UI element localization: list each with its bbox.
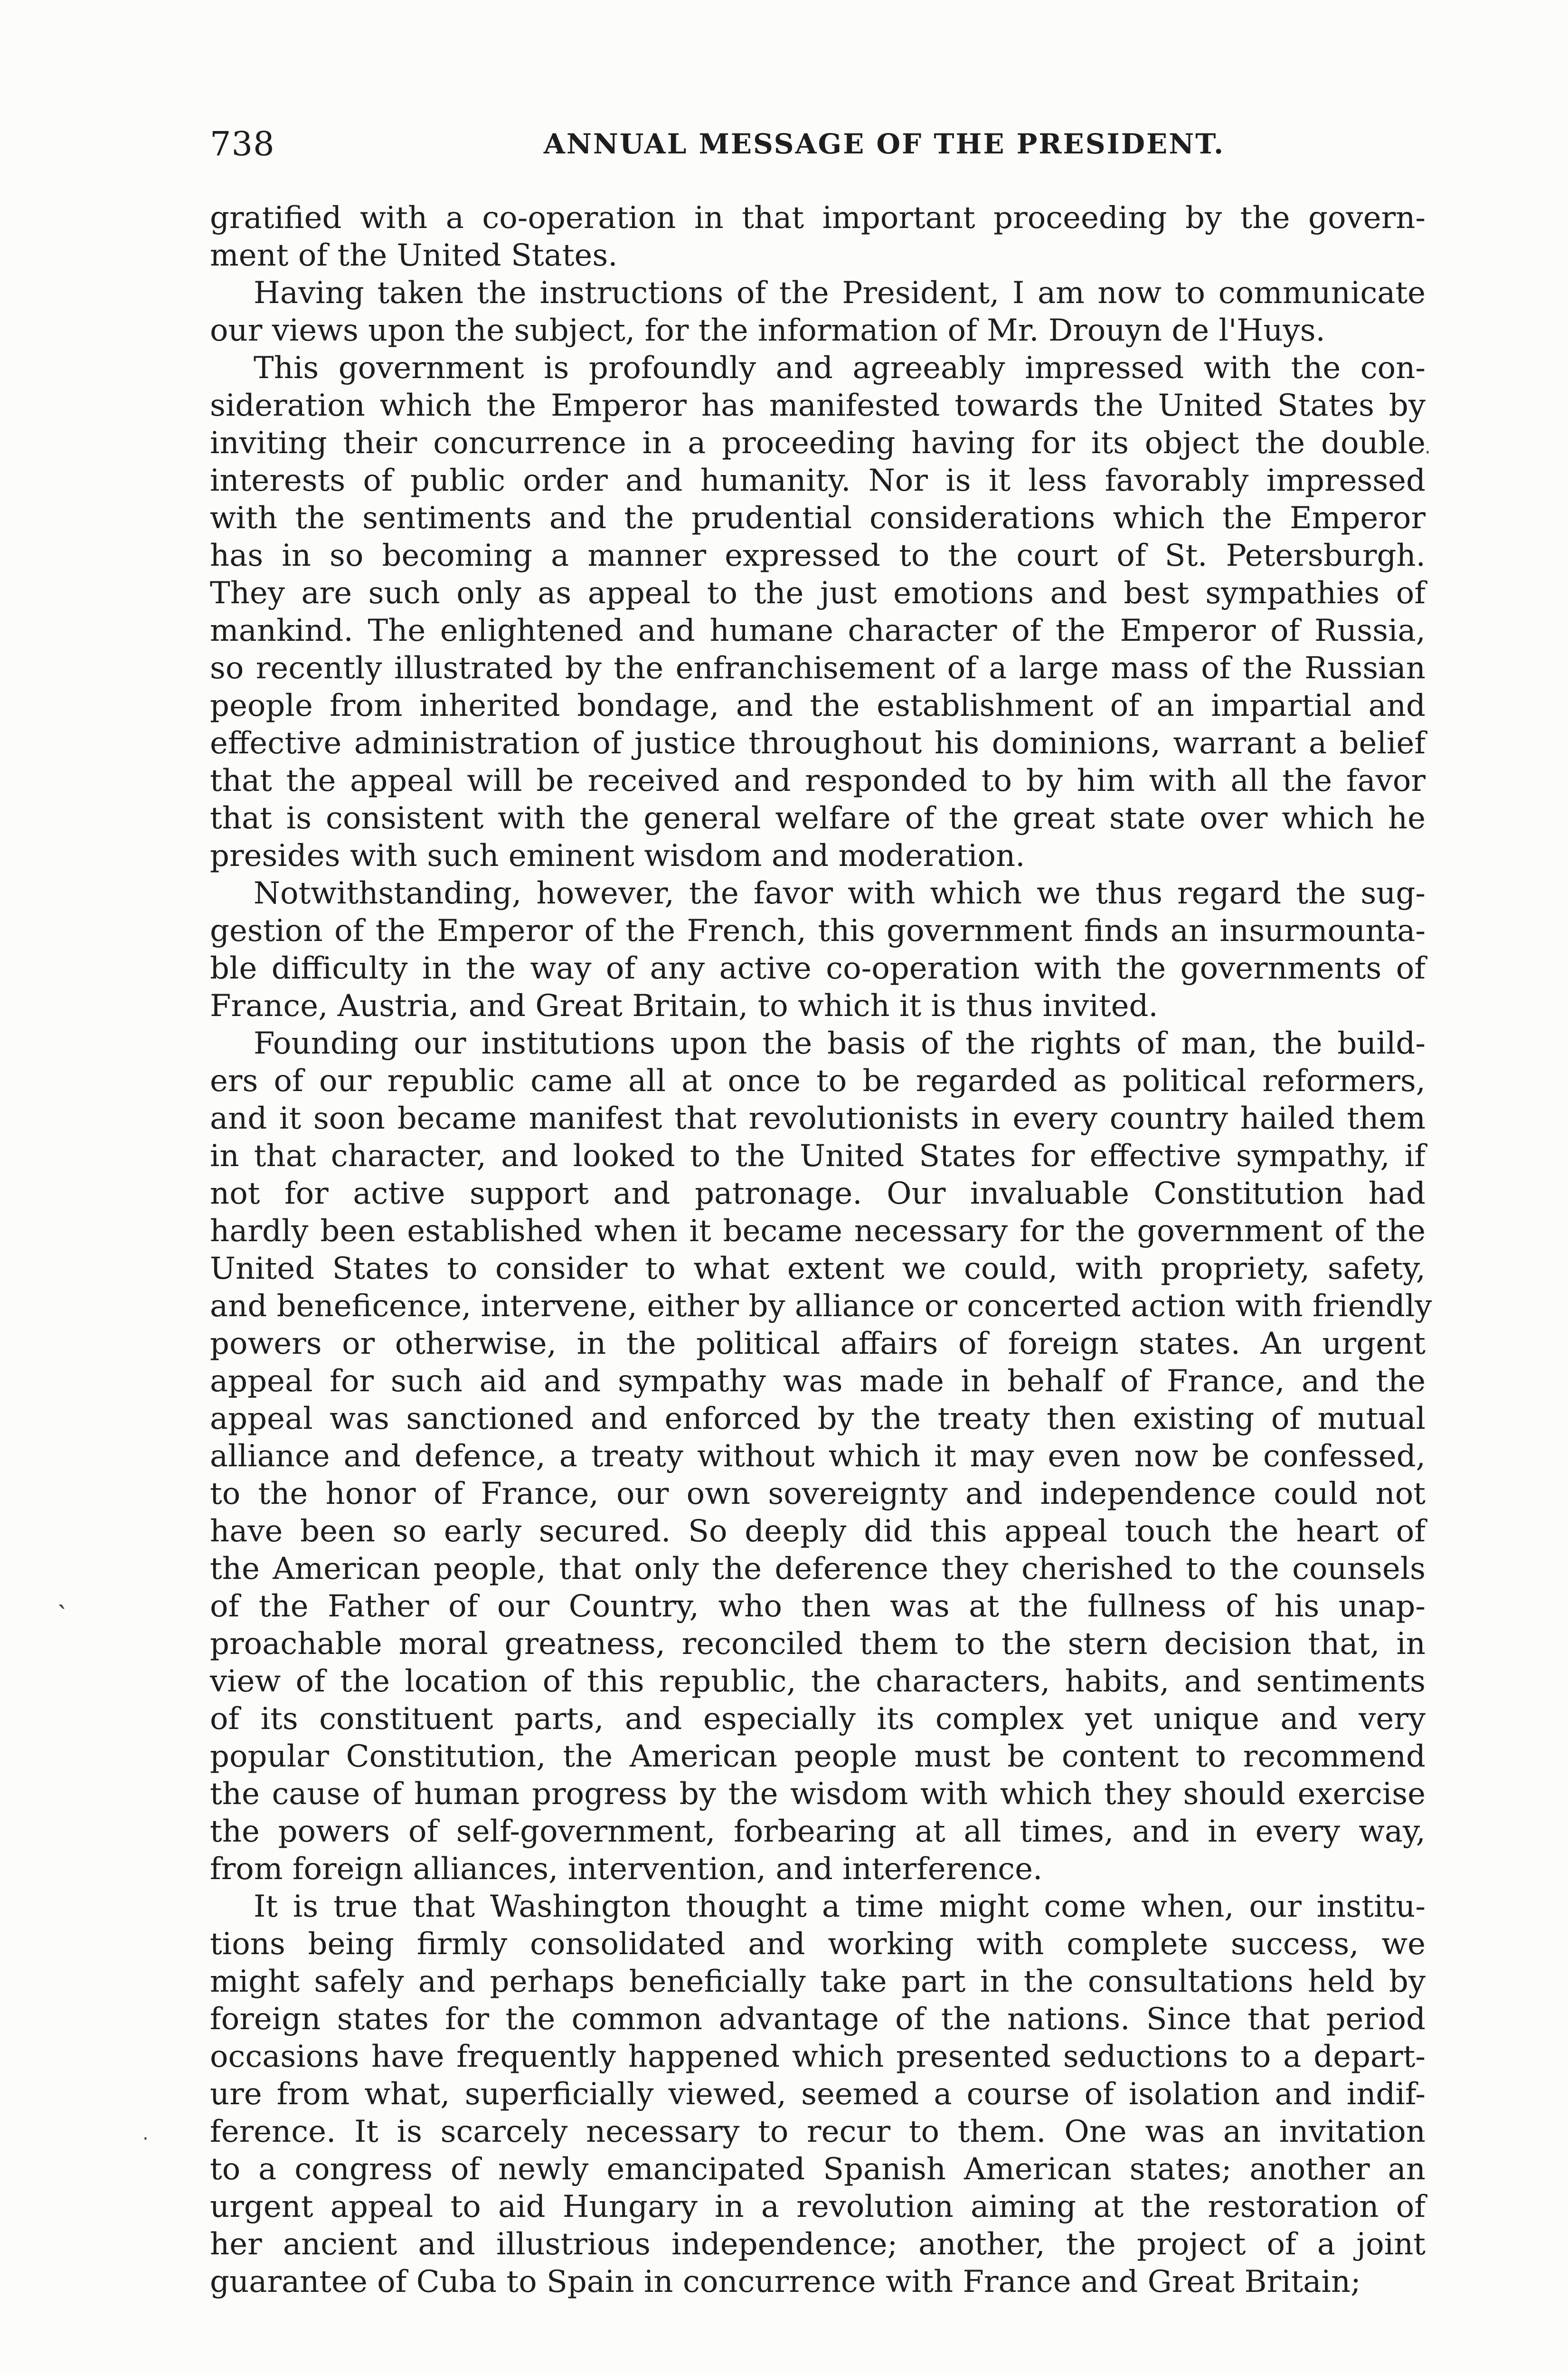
text-line: has in so becoming a manner expressed to the court of St. Petersburgh.	[210, 538, 1426, 573]
text-line: to the honor of France, our own sovereignty and independence could not	[210, 1476, 1426, 1511]
text-line: not for active support and patronage. Our invaluable Constitution had	[210, 1176, 1426, 1211]
text-line: our views upon the subject, for the information of Mr. Drouyn de l'Huys.	[210, 313, 1325, 348]
text-line: interests of public order and humanity. Nor is it less favorably impressed	[210, 463, 1426, 498]
text-line: It is true that Washington thought a time might come when, our institu-	[254, 1889, 1426, 1924]
text-line: might safely and perhaps beneficially take part in the consultations held by	[210, 1964, 1426, 1999]
text-line: France, Austria, and Great Britain, to which it is thus invited.	[210, 988, 1158, 1024]
text-line: presides with such eminent wisdom and moderation.	[210, 838, 1025, 874]
text-line: the powers of self-government, forbearing at all times, and in every way,	[210, 1814, 1426, 1849]
text-line: mankind. The enlightened and humane character of the Emperor of Russia,	[210, 613, 1426, 648]
text-line: Founding our institutions upon the basis of the rights of man, the build-	[254, 1026, 1426, 1061]
text-line: that is consistent with the general welfare of the great state over which he	[210, 801, 1426, 836]
text-line: to a congress of newly emancipated Spanish American states; another an	[210, 2152, 1426, 2187]
text-line: ers of our republic came all at once to be regarded as political reformers,	[210, 1064, 1426, 1099]
running-head: ANNUAL MESSAGE OF THE PRESIDENT.	[543, 128, 1225, 160]
text-line: proachable moral greatness, reconciled them to the stern decision that, in	[210, 1626, 1426, 1662]
text-line: urgent appeal to aid Hungary in a revolution aiming at the restoration of	[210, 2189, 1426, 2224]
text-line: from foreign alliances, intervention, and interference.	[210, 1852, 1043, 1887]
text-line: the cause of human progress by the wisdom with which they should exercise	[210, 1776, 1426, 1812]
text-line: ment of the United States.	[210, 238, 618, 273]
text-line: appeal for such aid and sympathy was made in behalf of France, and the	[210, 1364, 1426, 1399]
text-line: so recently illustrated by the enfranchisement of a large mass of the Russian	[210, 651, 1426, 686]
margin-mark: ˴	[57, 1586, 66, 1620]
text-line: gratified with a co-operation in that important proceeding by the govern-	[210, 200, 1426, 236]
text-line: people from inherited bondage, and the establishment of an impartial and	[210, 688, 1426, 723]
text-line: of its constituent parts, and especially its complex yet unique and very	[210, 1701, 1426, 1737]
text-line: hardly been established when it became necessary for the government of the	[210, 1214, 1426, 1249]
text-line: effective administration of justice throughout his dominions, warrant a belief	[210, 726, 1426, 761]
text-line: view of the location of this republic, the characters, habits, and sentiments	[210, 1664, 1426, 1699]
paragraph	[210, 275, 1426, 350]
text-line: Notwithstanding, however, the favor with which we thus regard the sug-	[254, 876, 1426, 911]
margin-mark: ·	[1425, 442, 1431, 464]
margin-mark: ·	[142, 2128, 149, 2150]
text-line: foreign states for the common advantage of the nations. Since that period	[210, 2002, 1426, 2037]
page-header	[210, 118, 1435, 170]
text-line: and it soon became manifest that revolutionists in every country hailed them	[210, 1101, 1426, 1136]
text-line: alliance and defence, a treaty without which it may even now be confessed,	[210, 1439, 1426, 1474]
text-line: have been so early secured. So deeply did this appeal touch the heart of	[210, 1514, 1426, 1549]
text-line: her ancient and illustrious independence; another, the project of a joint	[210, 2227, 1426, 2262]
text-line: This government is profoundly and agreeably impressed with the con-	[254, 351, 1426, 386]
page-number: 738	[210, 124, 275, 163]
text-line: powers or otherwise, in the political affairs of foreign states. An urgent	[210, 1326, 1426, 1361]
text-line: sideration which the Emperor has manifested towards the United States by	[210, 388, 1426, 423]
text-line: with the sentiments and the prudential considerations which the Emperor	[210, 501, 1426, 536]
text-line: guarantee of Cuba to Spain in concurrence with France and Great Britain;	[210, 2264, 1361, 2299]
text-line: They are such only as appeal to the just emotions and best sympathies of	[210, 576, 1426, 611]
text-line: ure from what, superficially viewed, seemed a course of isolation and indif-	[210, 2077, 1426, 2112]
body-text	[210, 200, 1432, 2301]
text-line: the American people, that only the deference they cherished to the counsels	[210, 1551, 1426, 1586]
text-line: tions being firmly consolidated and working with complete success, we	[210, 1927, 1426, 1962]
paragraph	[210, 1025, 1432, 1888]
paragraph	[210, 200, 1426, 275]
text-line: ference. It is scarcely necessary to recur to them. One was an invitation	[210, 2114, 1426, 2149]
text-line: ble difficulty in the way of any active co-operation with the governments of	[210, 951, 1426, 986]
text-line: of the Father of our Country, who then was at the fullness of his unap-	[210, 1589, 1426, 1624]
paragraph	[210, 875, 1426, 1025]
text-line: United States to consider to what extent we could, with propriety, safety,	[210, 1251, 1426, 1286]
paragraph	[210, 1888, 1426, 2301]
text-line: and beneficence, intervene, either by alliance or concerted action with friendly	[210, 1289, 1432, 1324]
text-line: occasions have frequently happened which presented seductions to a depart-	[210, 2039, 1426, 2074]
paragraph	[210, 350, 1426, 875]
text-line: Having taken the instructions of the President, I am now to communicate	[254, 276, 1426, 311]
text-line: that the appeal will be received and responded to by him with all the favor	[210, 763, 1426, 798]
text-line: inviting their concurrence in a proceeding having for its object the double	[210, 426, 1426, 461]
text-line: popular Constitution, the American people must be content to recommend	[210, 1739, 1426, 1774]
text-line: in that character, and looked to the United States for effective sympathy, if	[210, 1139, 1426, 1174]
text-line: gestion of the Emperor of the French, this government finds an insurmounta-	[210, 913, 1426, 949]
text-line: appeal was sanctioned and enforced by the treaty then existing of mutual	[210, 1401, 1426, 1436]
